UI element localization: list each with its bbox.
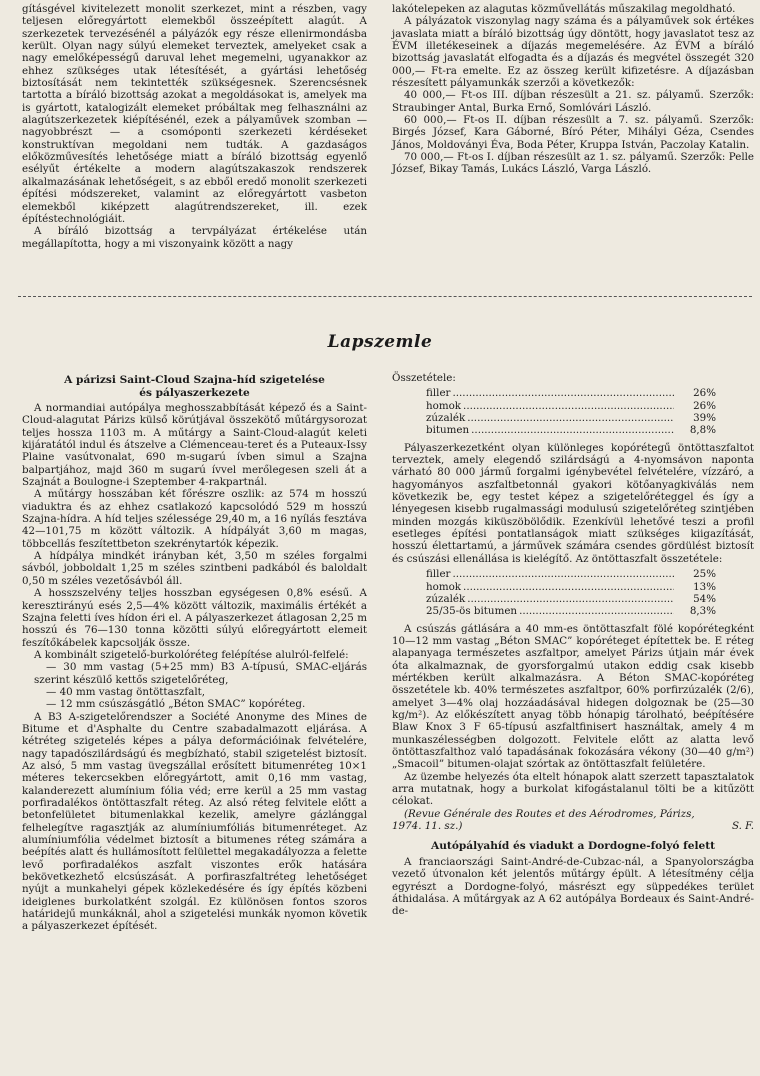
list-item: — 30 mm vastag (5+25 mm) B3 A-típusú, SMAC-eljárás szerint készülő kettős szigetelőréteg, (34, 661, 367, 686)
paragraph: A műtárgy hosszában két főrészre oszlik: az 574 m hosszú viaduktra és az ehhez csatlakozó kapcsolódó 529 m hosszú Szajna-hídra. A híd teljes szélessége 29,40 m, a 16 nyílás fesztáva 42—101,75 m között változik. A hídpályát 3,60 m magas, többcellás feszítettbeton szekrénytartók képezik. (22, 488, 367, 550)
paragraph: 70 000,— Ft-os I. díjban részesült az 1. sz. pályamű. Szerzők: Pelle József, Bikay Tamás, Lukács László, Varga László. (392, 151, 754, 176)
composition-value: 8,8% (689, 424, 716, 437)
paragraph: lakótelepeken az alagutas közművellátás műszakilag megoldható. (392, 3, 736, 15)
composition-table (426, 568, 716, 617)
paragraph: A B3 A-szigetelőrendszer a Société Anonyme des Mines de Bitume et d'Asphalte du Centre szabadalmazott eljárása. A kétréteg szigetelés képes a pálya deformációinak felvételére, nagy tapadószilárdságú és megbízható, stabil szigetelést biztosít. Az alsó, 5 mm vastag üvegszállal erősített bitumenréteg 10×1 méteres tekercsekben előregyártott, amit 0,16 mm vastag, kalanderezett alumínium fólia véd; erre kerül a 25 mm vastag porfiradalékos öntöttaszfalt réteg. Az alsó réteg felvitele előtt a betonfelületet bitumenlakkal kezelik, amelyre gázlánggal felhelegítve ragasztják az alumíniumfóliás bitumenréteget. Az alumíniumfólia védelmet biztosít a bitumenes réteg számára a beépítés alatt és hullámosított felülettel megakadályozza a felette levő porfiradalékos aszfalt viszontes erők hatására bekövetkezhető elcsúszását. A porfiraszfaltréteg lehetőséget nyújt a munkahelyi gépek közlekedésére és így építés közbeni ideiglenes burkolatként szolgál. Ez különösen fontos szoros határidejű munkáknál, ahol a szigetelési munkák nyomon követik a pályaszerkezet építését. (22, 710, 367, 933)
bottom-right-column (392, 372, 754, 918)
composition-row (426, 605, 716, 617)
source-date: 1974. 11. sz.) (392, 820, 463, 833)
top-right-column (392, 3, 754, 176)
composition-label: Összetétele: (392, 372, 456, 384)
composition-row (426, 387, 716, 399)
composition-row (426, 424, 716, 436)
paragraph: gításgével kivitelezett monolit szerkezet, mint a részben, vagy teljesen előregyártott elemekből összeépített alagút. A szerkezetek tervezésénél a pályázók egy része ellenirmondásba került. Olyan nagy súlyú elemeket terveztek, amelyeket csak a nagy emelőképességű daruval lehet megemelni, ugyanakkor az ehhez szükséges utak létesítését, a gyártási lehetőség biztosítását nem tekintették szükségesnek. Szerencsésnek tartotta a bíráló bizottság azokat a megoldásokat is, amelyek ma is gyártott, katalogizált elemeket próbáltak meg felhasználni az alagútszerkezetek kiépítésénél, ezek a pályaművek szomban — nagyobbrészt — a csomóponti szerkezeti kérdéseket konstruktívan megoldani nem tudták. A gazdaságos előközművesítés lehetősége miatt a bíráló bizottság egyenlő esélyűt értékelte a modern alagútszakaszok rendszerek alkalmazásának lehetőségeit, s az ebből eredő monolit szerkezeti építési módszereket, valamint az előregyártott vasbeton elemekből kiképzett alagútrendszereket, ill. ezek építéstechnológiáit. (22, 3, 367, 225)
composition-name: bitumen (426, 424, 470, 437)
bottom-left-column (22, 372, 367, 933)
paragraph: A csúszás gátlására a 40 mm-es öntöttaszfalt fölé kopórétegként 10—12 mm vastag „Béton SMAC” kopóréteget építettek be. E réteg alapanyaga természetes aszfaltpor, amelyet Párizs útjain már évek óta alkalmaznak, de gyorsforgalmú utakon eddig csak kisebb mértékben került alkalmazásra. A Béton SMAC-kopóréteg összetétele kb. 40% természetes aszfaltpor, 60% porfirzúzalék (2/6), amelyet 3—4% olaj hozzáadásával hidegen dolgoznak be (25—30 kg/m²). Az előkészített anyag több hónapig tárolható, beépítésére Blaw Knox 3 F 65-típusú aszfaltfinisert használtak, amely 4 m munkaszélességben dolgozott. Felvitele előtt az alatta levő öntöttaszfalthoz való tapadásának fokozására vékony (30—40 g/m²) „Smacoil” bitumen-olajat szórtak az öntöttaszfalt felületére. (392, 622, 754, 771)
composition-name: filler (426, 387, 451, 400)
composition-name: 25/35-ös bitumen (426, 605, 518, 618)
paragraph: 40 000,— Ft-os III. díjban részesült a 21. sz. pályamű. Szerzők: Straubinger Antal, Burka Ernő, Somlóvári László. (392, 89, 754, 114)
top-left-column (22, 3, 367, 250)
paragraph: A hídpálya mindkét irányban két, 3,50 m széles forgalmi sávból, jobboldalt 1,25 m széles szintbeni padkából és baloldalt 0,50 m széles vezetősávból áll. (22, 550, 367, 587)
composition-name: homok (426, 580, 462, 593)
composition-value: 54% (693, 592, 716, 605)
composition-row (426, 412, 716, 424)
composition-row (426, 568, 716, 580)
source-citation: (Revue Générale des Routes et des Aérodromes, Párizs, (404, 807, 695, 820)
composition-value: 39% (693, 412, 716, 425)
composition-name: zúzalék (426, 412, 466, 425)
section-divider (18, 296, 752, 297)
paragraph: Pályaszerkezetként olyan különleges kopórétegű öntöttaszfaltot terveztek, amely elegendő szilárdságú a 4-nyomsávon naponta várható 80 000 jármű forgalmi igénybevétel felvételére, vízzáró, a hagyományos aszfaltbetonnál gyakori kötőanyagkiválás nem következik be, egy testet képez a szigetelőréteggel és így a lényegesen kisebb rugalmassági modulusú szigetelőréteg szintjében minden mozgás kiküszöbölődik. Ezenkívül lehetővé teszi a profil esetleges építési pontatlanságok miatt szükséges kiigazítását, hosszú élettartamú, a járművek számára csendes gördülést biztosít és csúszási ellenállása is kielégítő. Az öntöttaszfalt összetétele: (392, 441, 754, 565)
composition-name: filler (426, 568, 451, 581)
composition-value: 25% (693, 568, 716, 581)
paragraph: A normandiai autópálya meghosszabbítását képező és a Saint-Cloud-alagutat Párizs külső körútjával összekötő műtárgysorozat teljes hossza 1103 m. A műtárgy a Saint-Cloud-alagút keleti kijáratától indul és átszelve a Clémenceau-teret és a Puteaux-Issy Plaine vasútvonalat, 690 m-sugarú ívben simul a Szajna balpartjához, majd 360 m sugarú ívvel merőlegesen szeli át a Szajnát a Boulogne-i Szeptember 4-rakpartnál. (22, 402, 367, 489)
paragraph: A franciaországi Saint-André-de-Cubzac-nál, a Spanyolországba vezető útvonalon két jelentős műtárgy épült. A létesítmény célja egyrészt a Dordogne-folyó, másrészt egy süppedékes terület áthidalása. A műtárgyak az A 62 autópálya Bordeaux és Saint-André-de- (392, 855, 754, 918)
paragraph: A bíráló bizottság a tervpályázat értékelése után megállapította, hogy a mi viszonyaink között a nagy (22, 225, 367, 250)
paragraph: A hosszszelvény teljes hosszban egységesen 0,8% esésű. A keresztirányú esés 2,5—4% között változik, maximális értékét a Szajna feletti íves hídon éri el. A pályaszerkezet átlagosan 2,25 m hosszú és 76—130 tonna közötti súlyú előregyártott elemeit feszítőkábelek kapcsolják össze. (22, 587, 367, 649)
composition-value: 13% (693, 580, 716, 593)
composition-table (426, 387, 716, 436)
source-signature-line (392, 820, 754, 832)
composition-value: 26% (693, 387, 716, 400)
composition-value: 26% (693, 399, 716, 412)
article-title-line: A párizsi Saint-Cloud Szajna-híd szigetelése (64, 374, 325, 386)
paragraph: Az üzembe helyezés óta eltelt hónapok alatt szerzett tapasztalatok arra mutatnak, hogy a burkolat kifogástalanul tölti be a kitűzött célokat. (392, 770, 754, 808)
author-initials: S. F. (731, 820, 754, 833)
list-item: — 12 mm csúszásgátló „Béton SMAC” kopóréteg. (46, 698, 306, 711)
composition-name: homok (426, 399, 462, 412)
composition-name: zúzalék (426, 592, 466, 605)
composition-value: 8,3% (689, 605, 716, 618)
paragraph: 60 000,— Ft-os II. díjban részesült a 7. sz. pályamű. Szerzők: Birgés József, Kara Gáborné, Bíró Péter, Mihályi Géza, Csendes János, Moldoványi Éva, Boda Péter, Kruppa István, Paczolay Katalin. (392, 114, 754, 151)
article-title-line: és pályaszerkezete (139, 386, 250, 399)
article-title (22, 374, 367, 399)
section-title: Lapszemle (327, 332, 433, 352)
list-item: — 40 mm vastag öntöttaszfalt, (46, 685, 206, 698)
composition-row (426, 400, 716, 412)
paragraph: A kombinált szigetelő-burkolóréteg felépítése alulról-felfelé: (34, 648, 349, 661)
composition-row (426, 581, 716, 593)
article-title: Autópályahíd és viadukt a Dordogne-folyó felett (431, 840, 715, 853)
composition-row (426, 593, 716, 605)
paragraph: A pályázatok viszonylag nagy száma és a pályaművek sok értékes javaslata miatt a bíráló bizottság úgy döntött, hogy javaslatot tesz az ÉVM illetékeseinek a díjazás megemelésére. Az ÉVM a bíráló bizottság javaslatát elfogadta és a díjazás és megvétel összegét 320 000,— Ft-ra emelte. Ez az összeg került kifizetésre. A díjazásban részesített pályamunkák szerzői a következők: (392, 15, 754, 90)
